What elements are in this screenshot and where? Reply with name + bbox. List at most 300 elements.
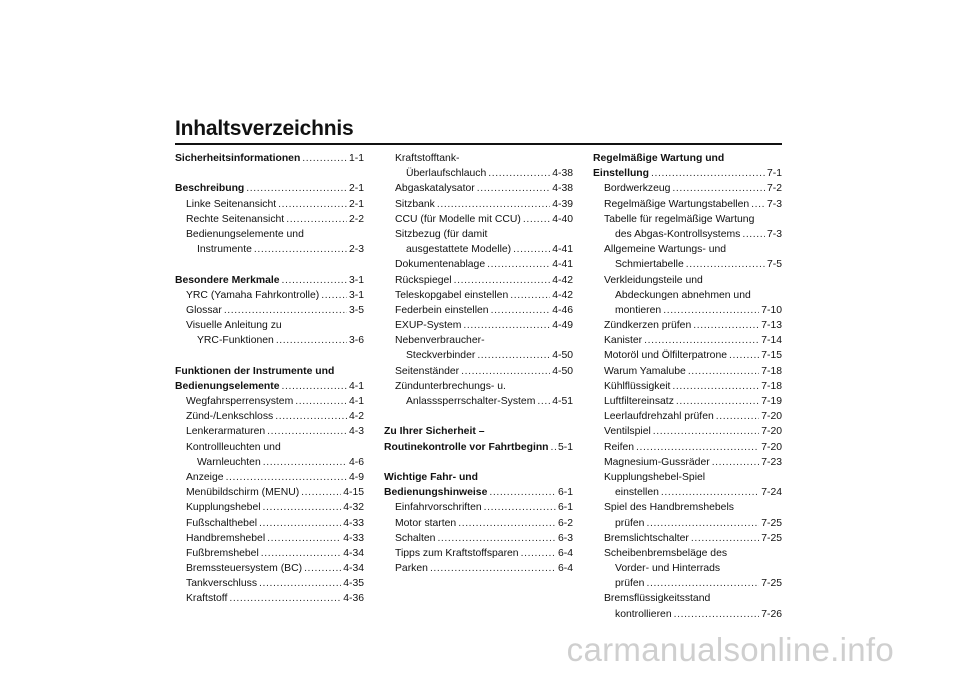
toc-entry[interactable] (384, 500, 573, 515)
toc-entry[interactable] (175, 151, 364, 166)
toc-leader-dots (487, 257, 550, 272)
toc-entry-continued (593, 273, 782, 288)
toc-entry-title: Anzeige (186, 471, 224, 483)
toc-leader-dots (254, 242, 347, 257)
toc-entry-continued (384, 470, 573, 485)
toc-entry-title: Spiel des Handbremshebels (604, 502, 734, 514)
toc-entry[interactable] (384, 440, 573, 455)
toc-page-number: 4-50 (552, 365, 573, 377)
toc-leader-dots (672, 181, 765, 196)
toc-entry[interactable] (384, 273, 573, 288)
toc-entry[interactable] (175, 424, 364, 439)
toc-entry-title: Motoröl und Ölfilterpatrone (604, 350, 728, 362)
toc-page-number: 4-49 (552, 320, 573, 332)
toc-entry-title: Funktionen der Instrumente und (175, 365, 335, 377)
toc-leader-dots (729, 348, 759, 363)
toc-page-number: 2-3 (348, 244, 364, 256)
toc-entry[interactable] (593, 318, 782, 333)
toc-entry-continued (175, 440, 364, 455)
toc-entry[interactable] (593, 409, 782, 424)
toc-leader-dots (295, 394, 347, 409)
toc-entry-continued (593, 591, 782, 606)
toc-entry-title: Regelmäßige Wartung und (593, 153, 725, 164)
toc-entry-title: Motor starten (395, 517, 457, 529)
toc-entry[interactable] (593, 379, 782, 394)
toc-leader-dots (430, 561, 556, 576)
toc-page-number: 4-42 (552, 289, 573, 301)
toc-entry-continued (384, 151, 573, 166)
toc-entry-title: Einfahrvorschriften (395, 502, 482, 514)
toc-page-number: 7-25 (761, 532, 782, 544)
toc-leader-dots (267, 531, 341, 546)
toc-entry[interactable] (175, 242, 364, 257)
toc-page-number: 5-1 (557, 441, 573, 453)
toc-leader-dots (437, 531, 556, 546)
toc-entry-title: Kontrollleuchten und (186, 441, 281, 453)
toc-leader-dots (523, 212, 550, 227)
toc-entry-continued (384, 333, 573, 348)
toc-leader-dots (646, 516, 759, 531)
toc-entry-title: Allgemeine Wartungs- und (604, 244, 727, 256)
toc-entry-title: Seitenständer (395, 365, 460, 377)
toc-page-number: 7-13 (761, 320, 782, 332)
toc-page-number: 4-42 (552, 274, 573, 286)
page-title: Inhaltsverzeichnis (175, 117, 354, 140)
toc-entry[interactable] (175, 181, 364, 196)
toc-entry[interactable] (593, 227, 782, 242)
toc-column-3 (593, 151, 782, 622)
toc-leader-dots (275, 409, 347, 424)
toc-entry[interactable] (593, 303, 782, 318)
toc-entry-title: Wegfahrsperrensystem (186, 396, 294, 407)
toc-page-number: 4-34 (343, 563, 364, 575)
toc-entry[interactable] (175, 470, 364, 485)
toc-entry-title: Rückspiegel (395, 274, 452, 286)
toc-entry-title: Zünd-/Lenkschloss (186, 411, 274, 423)
toc-entry[interactable] (593, 440, 782, 455)
toc-page-number: 7-14 (761, 335, 782, 347)
toc-page-number: 7-5 (766, 259, 782, 271)
toc-entry[interactable] (593, 166, 782, 181)
toc-entry-title: Luftfiltereinsatz (604, 396, 674, 407)
toc-entry[interactable] (175, 531, 364, 546)
toc-entry[interactable] (384, 516, 573, 531)
toc-page-number: 4-35 (343, 578, 364, 590)
toc-page-number: 4-33 (343, 517, 364, 529)
toc-entry-title: Kraftstoff (186, 593, 228, 605)
toc-leader-dots (716, 409, 759, 424)
toc-page-number: 4-9 (348, 471, 364, 483)
toc-spacer (175, 166, 364, 181)
toc-entry[interactable] (175, 303, 364, 318)
toc-entry-title: Tabelle für regelmäßige Wartung (604, 213, 755, 225)
toc-entry[interactable] (384, 257, 573, 272)
toc-entry-title: Kraftstofftank- (395, 153, 460, 164)
toc-entry-continued (593, 500, 782, 515)
toc-page-number: 3-5 (348, 304, 364, 316)
toc-entry-title: Dokumentenablage (395, 259, 486, 271)
title-rule (175, 143, 782, 145)
toc-entry[interactable] (384, 242, 573, 257)
toc-entry[interactable] (593, 333, 782, 348)
toc-page-number: 4-1 (348, 380, 364, 392)
toc-entry[interactable] (384, 288, 573, 303)
toc-entry[interactable] (593, 197, 782, 212)
toc-entry[interactable] (175, 576, 364, 591)
toc-entry[interactable] (593, 424, 782, 439)
toc-page-number: 2-1 (348, 183, 364, 195)
toc-entry-title: Sitzbank (395, 198, 435, 210)
toc-page-number: 7-15 (761, 350, 782, 362)
toc-entry[interactable] (175, 197, 364, 212)
toc-leader-dots (278, 197, 347, 212)
toc-page-number: 7-25 (761, 578, 782, 590)
toc-entry-title: YRC-Funktionen (197, 335, 274, 347)
toc-page-number: 4-33 (343, 532, 364, 544)
toc-spacer (175, 257, 364, 272)
toc-entry[interactable] (175, 591, 364, 606)
toc-page-number: 6-1 (557, 487, 573, 499)
toc-entry-title: Kanister (604, 335, 643, 347)
toc-page-number: 4-50 (552, 350, 573, 362)
toc-leader-dots (224, 303, 347, 318)
toc-page-number: 2-1 (348, 198, 364, 210)
toc-entry[interactable] (593, 348, 782, 363)
toc-entry[interactable] (384, 485, 573, 500)
toc-leader-dots (489, 485, 556, 500)
toc-page-number: 6-1 (557, 502, 573, 514)
toc-entry-continued (384, 379, 573, 394)
toc-page-number: 7-20 (761, 441, 782, 453)
toc-leader-dots (712, 455, 760, 470)
toc-page-number: 4-1 (348, 396, 364, 407)
toc-entry[interactable] (175, 561, 364, 576)
toc-leader-dots (301, 485, 341, 500)
toc-leader-dots (691, 531, 759, 546)
toc-page-number: 7-24 (761, 487, 782, 499)
toc-entry-title: Beschreibung (175, 183, 245, 195)
toc-entry[interactable] (175, 212, 364, 227)
toc-leader-dots (646, 576, 759, 591)
toc-leader-dots (551, 440, 556, 455)
toc-entry-title: Bremsflüssigkeitsstand (604, 593, 711, 605)
toc-entry-title: Sitzbezug (für damit (395, 228, 488, 240)
toc-entry[interactable] (175, 409, 364, 424)
toc-leader-dots (226, 470, 347, 485)
toc-entry-title: Tipps zum Kraftstoffsparen (395, 547, 519, 559)
toc-entry-title: Schmiertabelle (615, 259, 684, 271)
toc-entry-title: YRC (Yamaha Fahrkontrolle) (186, 289, 320, 301)
toc-entry-title: Zu Ihrer Sicherheit – (384, 426, 485, 438)
toc-entry-title: Reifen (604, 441, 635, 453)
toc-entry-title: Rechte Seitenansicht (186, 213, 285, 225)
toc-entry-title: EXUP-System (395, 320, 462, 332)
toc-leader-dots (259, 576, 341, 591)
toc-entry-title: Bordwerkzeug (604, 183, 671, 195)
toc-leader-dots (282, 379, 347, 394)
toc-leader-dots (461, 364, 550, 379)
toc-page-number: 4-40 (552, 213, 573, 225)
toc-page-number: 3-6 (348, 335, 364, 347)
toc-leader-dots (513, 242, 550, 257)
toc-page-number: 4-2 (348, 411, 364, 423)
toc-leader-dots (454, 273, 551, 288)
toc-entry-title: Parken (395, 563, 428, 575)
toc-page-number: 4-41 (552, 259, 573, 271)
toc-page-number: 4-32 (343, 502, 364, 514)
toc-page-number: 1-1 (348, 153, 364, 164)
toc-page-number: 6-4 (557, 563, 573, 575)
toc-leader-dots (246, 181, 347, 196)
toc-entry-title: Besondere Merkmale (175, 274, 280, 286)
toc-leader-dots (676, 394, 759, 409)
toc-entry-title: Routinekontrolle vor Fahrtbeginn (384, 441, 549, 453)
toc-column-1 (175, 151, 364, 607)
toc-leader-dots (688, 364, 759, 379)
toc-page-number: 4-38 (552, 168, 573, 180)
toc-spacer (384, 409, 573, 424)
toc-leader-dots (653, 424, 759, 439)
toc-entry[interactable] (593, 364, 782, 379)
toc-column-2 (384, 151, 573, 576)
toc-entry[interactable] (175, 455, 364, 470)
toc-entry[interactable] (175, 485, 364, 500)
toc-entry-title: prüfen (615, 517, 645, 529)
toc-page-number: 6-2 (557, 517, 573, 529)
toc-leader-dots (661, 485, 759, 500)
toc-entry-title: Anlasssperrschalter-System (406, 396, 536, 407)
toc-entry-title: Warum Yamalube (604, 365, 686, 377)
toc-entry[interactable] (384, 546, 573, 561)
toc-leader-dots (491, 303, 551, 318)
toc-entry-title: Zündunterbrechungs- u. (395, 380, 506, 392)
toc-entry-title: Handbremshebel (186, 532, 266, 544)
toc-entry-title: Bedienungselemente und (186, 228, 304, 240)
toc-page-number: 7-25 (761, 517, 782, 529)
toc-entry-continued (593, 212, 782, 227)
toc-entry[interactable] (593, 394, 782, 409)
toc-entry-title: Verkleidungsteile und (604, 274, 703, 286)
toc-leader-dots (286, 212, 347, 227)
toc-entry-title: Linke Seitenansicht (186, 198, 277, 210)
toc-entry-title: des Abgas-Kontrollsystems (615, 228, 741, 240)
toc-entry-title: kontrollieren (615, 608, 672, 620)
toc-entry-title: Abgaskatalysator (395, 183, 475, 195)
toc-page-number: 6-3 (557, 532, 573, 544)
toc-leader-dots (742, 227, 765, 242)
toc-leader-dots (651, 166, 765, 181)
toc-entry-title: Scheibenbremsbeläge des (604, 547, 728, 559)
toc-entry-title: Lenkerarmaturen (186, 426, 266, 438)
toc-entry-continued (593, 546, 782, 561)
toc-entry-continued (593, 288, 782, 303)
toc-page-number: 7-2 (766, 183, 782, 195)
toc-entry[interactable] (175, 273, 364, 288)
toc-leader-dots (510, 288, 550, 303)
toc-leader-dots (276, 333, 347, 348)
toc-leader-dots (263, 500, 342, 515)
toc-leader-dots (751, 197, 765, 212)
toc-entry-continued (593, 151, 782, 166)
toc-entry-title: Wichtige Fahr- und (384, 471, 478, 483)
toc-leader-dots (521, 546, 556, 561)
toc-entry-title: Regelmäßige Wartungstabellen (604, 198, 750, 210)
toc-entry-title: Visuelle Anleitung zu (186, 320, 282, 332)
toc-entry-title: montieren (615, 304, 662, 316)
watermark: carmanualsonline.info (566, 631, 894, 668)
toc-page-number: 7-23 (761, 456, 782, 468)
toc-leader-dots (261, 546, 341, 561)
toc-entry-continued (384, 424, 573, 439)
toc-leader-dots (674, 607, 760, 622)
toc-leader-dots (302, 151, 347, 166)
toc-leader-dots (484, 500, 556, 515)
toc-leader-dots (304, 561, 341, 576)
toc-entry[interactable] (593, 455, 782, 470)
toc-leader-dots (437, 197, 550, 212)
toc-entry-title: prüfen (615, 578, 645, 590)
toc-entry[interactable] (384, 166, 573, 181)
toc-page-number: 7-3 (766, 198, 782, 210)
toc-entry[interactable] (593, 576, 782, 591)
toc-page-number: 4-39 (552, 198, 573, 210)
toc-page-number: 2-2 (348, 213, 364, 225)
toc-entry[interactable] (384, 303, 573, 318)
toc-page-number: 7-19 (761, 396, 782, 407)
toc-leader-dots (458, 516, 556, 531)
toc-entry[interactable] (175, 516, 364, 531)
toc-page-number: 4-6 (348, 456, 364, 468)
toc-entry-continued (175, 364, 364, 379)
toc-page-number: 4-38 (552, 183, 573, 195)
toc-page-number: 6-4 (557, 547, 573, 559)
toc-entry-title: Federbein einstellen (395, 304, 489, 316)
toc-page-number: 4-36 (343, 593, 364, 605)
toc-page-number: 7-18 (761, 365, 782, 377)
toc-entry-continued (175, 318, 364, 333)
toc-entry-title: Zündkerzen prüfen (604, 320, 692, 332)
toc-entry-title: Bremssteuersystem (BC) (186, 563, 303, 575)
toc-entry[interactable] (384, 348, 573, 363)
toc-entry-title: Bedienungshinweise (384, 487, 488, 499)
toc-page-number: 7-18 (761, 380, 782, 392)
toc-leader-dots (229, 591, 341, 606)
toc-entry-title: Steckverbinder (406, 350, 476, 362)
toc-entry-title: Schalten (395, 532, 436, 544)
toc-page-number: 7-20 (761, 426, 782, 438)
toc-entry-title: Leerlaufdrehzahl prüfen (604, 411, 714, 423)
toc-entry[interactable] (175, 500, 364, 515)
toc-leader-dots (259, 516, 341, 531)
toc-entry-title: Tankverschluss (186, 578, 258, 590)
toc-entry[interactable] (384, 212, 573, 227)
toc-entry-title: Nebenverbraucher- (395, 335, 485, 347)
toc-entry[interactable] (593, 516, 782, 531)
toc-entry-title: Sicherheitsinformationen (175, 153, 301, 164)
toc-entry-title: Kupplungshebel (186, 502, 261, 514)
toc-spacer (175, 348, 364, 363)
toc-entry[interactable] (384, 394, 573, 409)
toc-entry-title: einstellen (615, 487, 659, 499)
toc-entry-title: CCU (für Modelle mit CCU) (395, 213, 521, 225)
toc-leader-dots (263, 455, 347, 470)
toc-page-number: 4-41 (552, 244, 573, 256)
toc-leader-dots (644, 333, 759, 348)
toc-entry-continued (593, 242, 782, 257)
toc-entry-title: Menübildschirm (MENU) (186, 487, 300, 499)
toc-entry-title: Kühlflüssigkeit (604, 380, 671, 392)
toc-entry[interactable] (593, 607, 782, 622)
toc-entry-title: Fußschalthebel (186, 517, 258, 529)
toc-entry[interactable] (593, 485, 782, 500)
toc-entry-title: Kupplungshebel-Spiel (604, 471, 706, 483)
toc-entry[interactable] (384, 318, 573, 333)
toc-entry-title: Instrumente (197, 244, 252, 256)
toc-leader-dots (321, 288, 347, 303)
toc-entry[interactable] (593, 257, 782, 272)
toc-page-number: 3-1 (348, 289, 364, 301)
toc-entry[interactable] (384, 181, 573, 196)
toc-entry[interactable] (593, 531, 782, 546)
toc-entry-title: Bremslichtschalter (604, 532, 689, 544)
toc-leader-dots (672, 379, 759, 394)
toc-page-number: 7-20 (761, 411, 782, 423)
toc-entry-title: Einstellung (593, 168, 649, 180)
toc-leader-dots (477, 181, 550, 196)
toc-leader-dots (686, 257, 765, 272)
toc-entry-title: Ventilspiel (604, 426, 651, 438)
toc-page-number: 7-10 (761, 304, 782, 316)
toc-entry[interactable] (384, 197, 573, 212)
toc-page-number: 4-46 (552, 304, 573, 316)
toc-page-number: 7-26 (761, 608, 782, 620)
toc-leader-dots (537, 394, 550, 409)
toc-entry-title: Vorder- und Hinterrads (615, 563, 721, 575)
toc-entry-continued (175, 227, 364, 242)
toc-page-number: 4-15 (343, 487, 364, 499)
toc-entry[interactable] (384, 531, 573, 546)
toc-entry-continued (593, 470, 782, 485)
toc-entry[interactable] (384, 561, 573, 576)
toc-leader-dots (488, 166, 550, 181)
toc-page-number: 7-3 (766, 228, 782, 240)
toc-leader-dots (267, 424, 347, 439)
toc-entry-title: Glossar (186, 304, 222, 316)
toc-page-number: 4-34 (343, 547, 364, 559)
toc-leader-dots (663, 303, 759, 318)
toc-entry[interactable] (175, 333, 364, 348)
toc-entry-title: ausgestattete Modelle) (406, 244, 512, 256)
toc-spacer (384, 455, 573, 470)
toc-leader-dots (477, 348, 550, 363)
toc-entry-title: Fußbremshebel (186, 547, 259, 559)
toc-entry[interactable] (384, 364, 573, 379)
toc-entry[interactable] (175, 379, 364, 394)
toc-entry[interactable] (593, 181, 782, 196)
toc-page-number: 4-51 (552, 396, 573, 407)
toc-entry-title: Überlaufschlauch (406, 168, 487, 180)
toc-leader-dots (463, 318, 550, 333)
toc-page-number: 7-1 (766, 168, 782, 180)
toc-entry[interactable] (175, 546, 364, 561)
toc-entry[interactable] (175, 394, 364, 409)
toc-entry[interactable] (175, 288, 364, 303)
toc-leader-dots (282, 273, 347, 288)
toc-page-number: 3-1 (348, 274, 364, 286)
toc-entry-title: Magnesium-Gussräder (604, 456, 710, 468)
toc-page-number: 4-3 (348, 426, 364, 438)
toc-entry-continued (593, 561, 782, 576)
